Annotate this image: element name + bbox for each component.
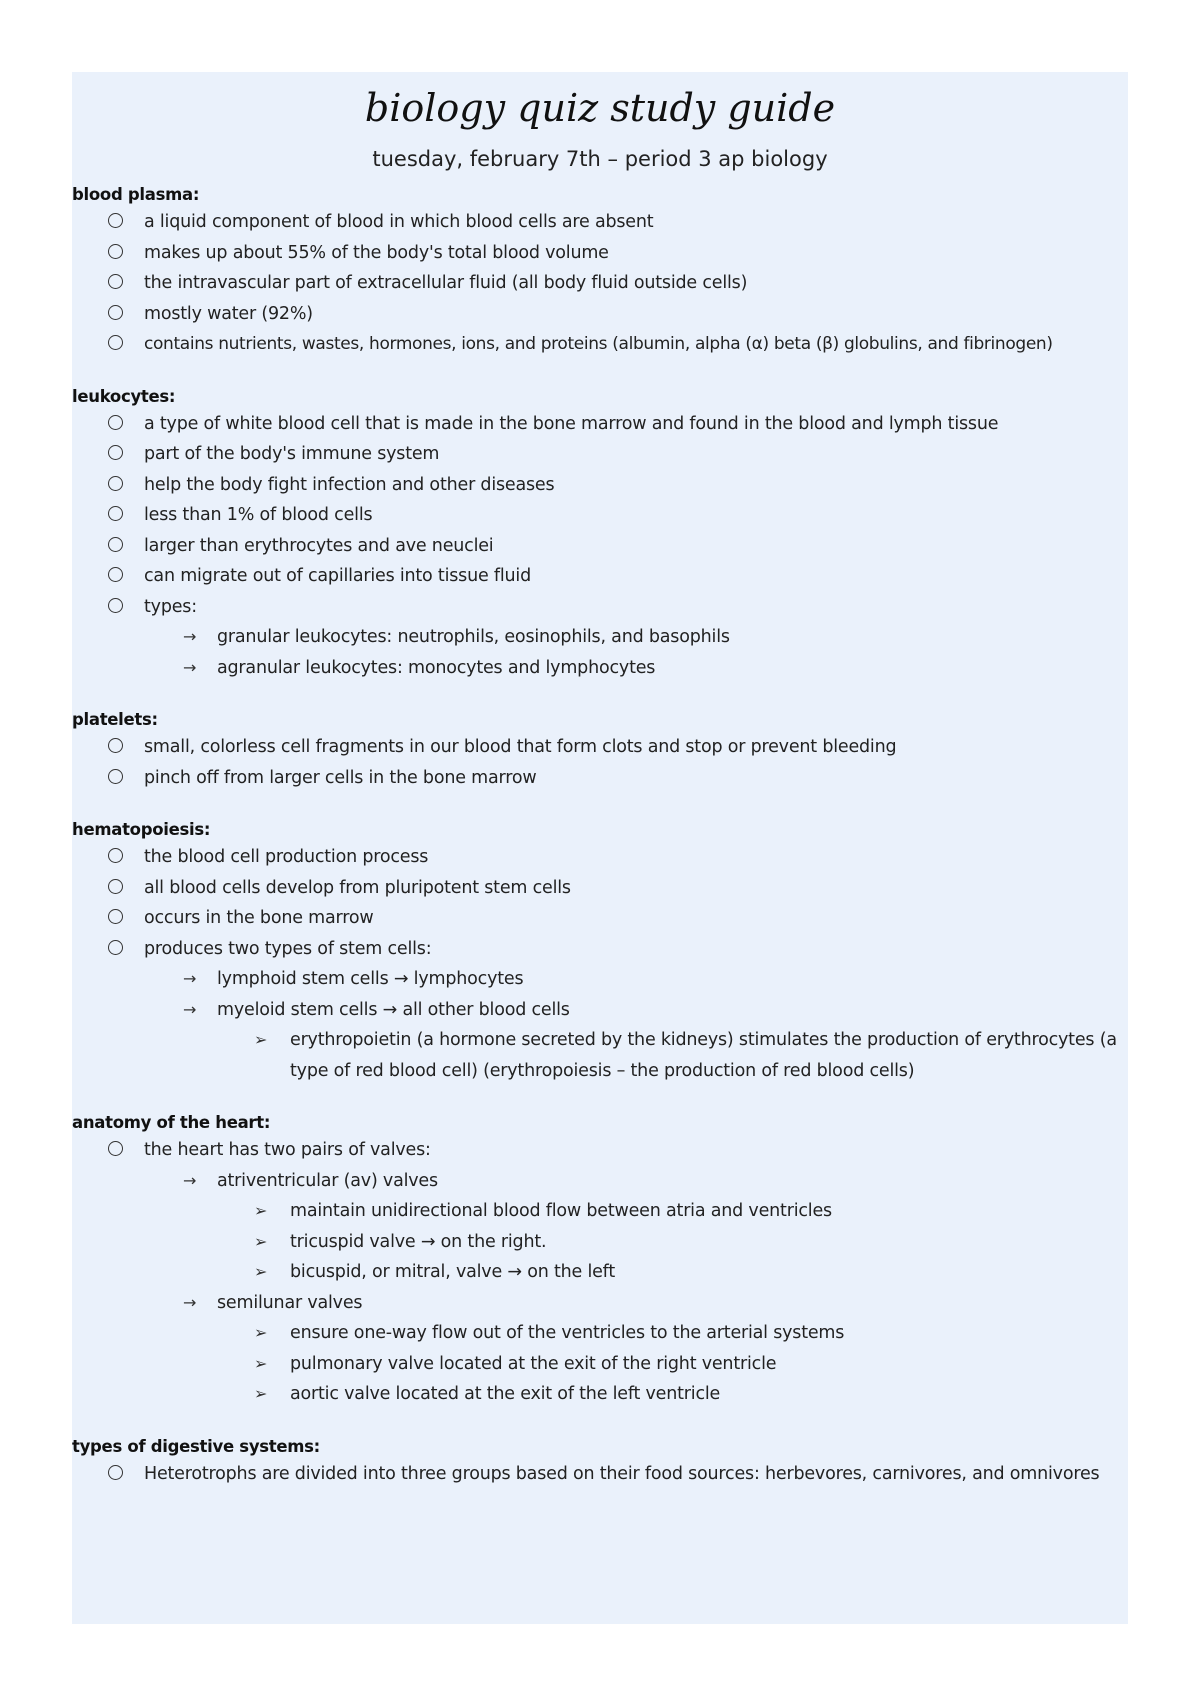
list-item xyxy=(72,238,1128,269)
circle-bullet-icon xyxy=(108,903,123,934)
list-item-text: occurs in the bone marrow xyxy=(144,908,374,928)
circle-bullet-icon xyxy=(108,1135,123,1166)
list-item-text: a type of white blood cell that is made in the bone marrow and found in the blood and lymph tissue xyxy=(144,413,999,434)
sub-list-item xyxy=(72,1166,1128,1197)
section-leukocytes xyxy=(72,384,1128,684)
list-item-text: aortic valve located at the exit of the left ventricle xyxy=(290,1384,721,1404)
circle-bullet-icon xyxy=(108,268,123,299)
chevron-bullet-icon: ➢ xyxy=(254,1262,268,1281)
study-guide-page xyxy=(72,72,1128,1624)
circle-bullet-icon xyxy=(108,934,123,965)
list-item-text: tricuspid valve → on the right. xyxy=(290,1231,547,1252)
list-item-text: myeloid stem cells → all other blood cells xyxy=(217,999,570,1020)
section-heading: leukocytes: xyxy=(72,386,176,406)
bullet-list xyxy=(72,842,1128,1086)
list-item-text: lymphoid stem cells → lymphocytes xyxy=(217,969,524,989)
sub-sub-list-item xyxy=(72,1227,1128,1258)
circle-bullet-icon xyxy=(108,873,123,904)
list-item-text: atriventricular (av) valves xyxy=(217,1170,438,1191)
section-heading: anatomy of the heart: xyxy=(72,1113,271,1132)
circle-bullet-icon xyxy=(108,738,123,753)
list-item-text: granular leukocytes: neutrophils, eosinophils, and basophils xyxy=(217,627,730,647)
list-item-text: a liquid component of blood in which blood cells are absent xyxy=(144,212,654,232)
circle-bullet-icon xyxy=(108,763,123,794)
chevron-bullet-icon: ➢ xyxy=(254,1384,268,1403)
list-item-text: larger than erythrocytes and ave neuclei xyxy=(144,535,494,556)
circle-bullet-icon xyxy=(108,476,123,491)
circle-bullet-icon xyxy=(108,1141,123,1156)
bullet-list xyxy=(72,207,1128,360)
notes-content xyxy=(72,182,1128,1513)
section-anatomy-of-the-heart xyxy=(72,1110,1128,1410)
arrow-bullet-icon: → xyxy=(183,1170,197,1190)
bullet-list xyxy=(72,1135,1128,1410)
bullet-list xyxy=(72,409,1128,684)
list-item xyxy=(72,268,1128,299)
circle-bullet-icon xyxy=(108,299,123,330)
list-item-text: small, colorless cell fragments in our blood that form clots and stop or prevent bleeding xyxy=(144,737,897,757)
list-item xyxy=(72,439,1128,470)
list-item-text: help the body fight infection and other diseases xyxy=(144,474,555,495)
circle-bullet-icon xyxy=(108,439,123,470)
list-item xyxy=(72,207,1128,238)
sub-list-item xyxy=(72,995,1128,1026)
circle-bullet-icon xyxy=(108,207,123,238)
list-item-text: Heterotrophs are divided into three groups based on their food sources: herbevores, carnivores, and omnivores xyxy=(144,1463,1100,1484)
list-item xyxy=(72,934,1128,965)
list-item-text: contains nutrients, wastes, hormones, ions, and proteins (albumin, alpha (α) beta (β) globulins, and fibrinogen) xyxy=(144,334,1053,354)
section-platelets xyxy=(72,707,1128,793)
section-heading: hematopoiesis: xyxy=(72,820,211,839)
sub-sub-list-item xyxy=(72,1196,1128,1227)
arrow-bullet-icon: → xyxy=(183,627,197,646)
sub-sub-list-item xyxy=(72,1025,1128,1086)
sub-list-item xyxy=(72,622,1128,653)
circle-bullet-icon xyxy=(108,567,123,582)
circle-bullet-icon xyxy=(108,274,123,289)
list-item-text: mostly water (92%) xyxy=(144,303,313,324)
list-item xyxy=(72,842,1128,873)
list-item xyxy=(72,592,1128,623)
circle-bullet-icon xyxy=(108,592,123,623)
chevron-bullet-icon: ➢ xyxy=(254,1323,268,1342)
circle-bullet-icon xyxy=(108,470,123,501)
section-heading: types of digestive systems: xyxy=(72,1436,320,1456)
section-types-of-digestive-systems xyxy=(72,1434,1128,1490)
list-item-text: the heart has two pairs of valves: xyxy=(144,1140,431,1160)
arrow-bullet-icon: → xyxy=(183,657,197,677)
list-item xyxy=(72,732,1128,763)
list-item-text: maintain unidirectional blood flow between atria and ventricles xyxy=(290,1201,832,1221)
section-heading: platelets: xyxy=(72,710,158,729)
list-item xyxy=(72,409,1128,440)
list-item-text: pulmonary valve located at the exit of the right ventricle xyxy=(290,1353,777,1374)
circle-bullet-icon xyxy=(108,445,123,460)
circle-bullet-icon xyxy=(108,909,123,924)
list-item-text: the intravascular part of extracellular fluid (all body fluid outside cells) xyxy=(144,273,748,293)
circle-bullet-icon xyxy=(108,537,123,552)
circle-bullet-icon xyxy=(108,335,123,350)
list-item-text: less than 1% of blood cells xyxy=(144,505,373,525)
circle-bullet-icon xyxy=(108,531,123,562)
chevron-bullet-icon: ➢ xyxy=(254,1231,268,1251)
circle-bullet-icon xyxy=(108,879,123,894)
sub-sub-list-item xyxy=(72,1257,1128,1288)
list-item xyxy=(72,1135,1128,1166)
list-item-text: all blood cells develop from pluripotent stem cells xyxy=(144,877,571,898)
circle-bullet-icon xyxy=(108,842,123,873)
chevron-bullet-icon: ➢ xyxy=(254,1030,268,1049)
circle-bullet-icon xyxy=(108,848,123,863)
list-item xyxy=(72,329,1128,360)
list-item-text: types: xyxy=(144,596,197,617)
list-item-text: ensure one-way flow out of the ventricles to the arterial systems xyxy=(290,1323,845,1343)
circle-bullet-icon xyxy=(108,940,123,955)
circle-bullet-icon xyxy=(108,415,123,430)
circle-bullet-icon xyxy=(108,506,123,521)
sub-list-item xyxy=(72,1288,1128,1319)
list-item-text: the blood cell production process xyxy=(144,847,429,867)
circle-bullet-icon xyxy=(108,1465,123,1480)
sub-sub-list-item xyxy=(72,1318,1128,1349)
list-item xyxy=(72,561,1128,592)
sub-sub-list-item xyxy=(72,1379,1128,1410)
circle-bullet-icon xyxy=(108,598,123,613)
list-item-text: makes up about 55% of the body's total blood volume xyxy=(144,242,609,263)
list-item-text: can migrate out of capillaries into tissue fluid xyxy=(144,566,531,586)
circle-bullet-icon xyxy=(108,1459,123,1490)
arrow-bullet-icon: → xyxy=(183,1292,197,1312)
list-item xyxy=(72,470,1128,501)
list-item-text: agranular leukocytes: monocytes and lymphocytes xyxy=(217,657,656,678)
list-item xyxy=(72,903,1128,934)
section-heading: blood plasma: xyxy=(72,185,200,204)
section-hematopoiesis xyxy=(72,817,1128,1086)
circle-bullet-icon xyxy=(108,732,123,763)
list-item xyxy=(72,873,1128,904)
circle-bullet-icon xyxy=(108,500,123,531)
list-item-text: bicuspid, or mitral, valve → on the left xyxy=(290,1262,615,1282)
arrow-bullet-icon: → xyxy=(183,999,197,1019)
circle-bullet-icon xyxy=(108,561,123,592)
sub-sub-list-item xyxy=(72,1349,1128,1380)
list-item xyxy=(72,1459,1128,1490)
circle-bullet-icon xyxy=(108,329,123,360)
chevron-bullet-icon: ➢ xyxy=(254,1353,268,1373)
page-title: biology quiz study guide xyxy=(364,86,836,130)
list-item-text: semilunar valves xyxy=(217,1292,363,1313)
list-item xyxy=(72,299,1128,330)
list-item-text: pinch off from larger cells in the bone marrow xyxy=(144,767,537,788)
chevron-bullet-icon: ➢ xyxy=(254,1201,268,1220)
bullet-list xyxy=(72,732,1128,793)
sub-list-item xyxy=(72,653,1128,684)
circle-bullet-icon xyxy=(108,238,123,269)
sub-list-item xyxy=(72,964,1128,995)
bullet-list xyxy=(72,1459,1128,1490)
list-item xyxy=(72,500,1128,531)
circle-bullet-icon xyxy=(108,244,123,259)
section-blood-plasma xyxy=(72,182,1128,360)
list-item-text: part of the body's immune system xyxy=(144,444,440,464)
list-item-text: erythropoietin (a hormone secreted by the kidneys) stimulates the production of erythrocytes (a type of red blood cell) (erythropoiesis – the production of red blood cells) xyxy=(290,1030,1117,1081)
circle-bullet-icon xyxy=(108,769,123,784)
circle-bullet-icon xyxy=(108,213,123,228)
circle-bullet-icon xyxy=(108,305,123,320)
arrow-bullet-icon: → xyxy=(183,969,197,988)
list-item xyxy=(72,763,1128,794)
list-item xyxy=(72,531,1128,562)
page-subtitle: tuesday, february 7th – period 3 ap biology xyxy=(372,147,828,171)
list-item-text: produces two types of stem cells: xyxy=(144,938,432,959)
circle-bullet-icon xyxy=(108,409,123,440)
